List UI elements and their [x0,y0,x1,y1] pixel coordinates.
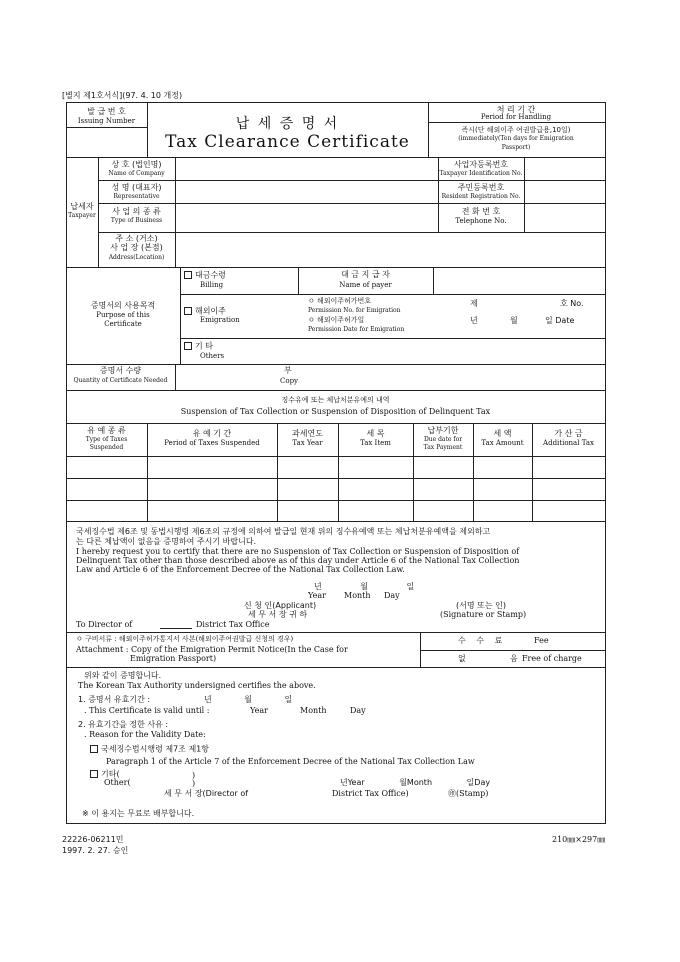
quantity-unit-ko: 부 [284,366,292,375]
attachment-en-2: Emigration Passport) [130,654,217,663]
others-checkbox[interactable] [184,342,192,350]
permit-no-label-en: Permission No. for Emigration [308,307,401,314]
permit-day-date: 일 Date [545,316,575,325]
applicant-label: 신 청 인(Applicant) [244,601,317,610]
tin-label-en: Taxpayer Identification No. [439,170,523,177]
office-label-ko: 세 무 서 장 귀 하 [248,610,308,619]
reason-option-2-checkbox[interactable] [90,770,98,778]
request-en-3: Law and Article 6 of the Enforcement Decree of the National Tax Collection Law. [76,565,405,574]
footer-approval: 1997. 2. 27. 승인 [62,846,129,855]
suspension-title-ko: 징수유예 또는 체납처분유예의 내역 [281,396,390,404]
reason-option-2-en: Other( [104,778,131,787]
signature-label-ko: (서명 또는 인) [456,601,506,610]
reason-option-1[interactable] [90,745,209,754]
col-taxyear-ko: 과세연도 [292,429,323,438]
fee-free-ko-1: 없 [458,654,466,663]
rrn-label-en: Resident Registration No. [441,193,521,200]
footer-size: 210㎜×297㎜ [552,835,606,844]
col-taxitem-en: Tax Item [360,439,391,447]
request-day-en: Day [384,591,400,600]
valid-date-ko: 년 월 일 [204,695,293,704]
col-additional-ko: 가 산 금 [554,429,583,438]
col-amount-ko: 세 액 [493,429,512,438]
col-period-en: Period of Taxes Suspended [164,439,260,447]
col-period-ko: 유 예 기 간 [192,429,232,438]
col-type-en-2: Suspended [89,444,124,451]
cert-line-en: The Korean Tax Authority undersigned certifies the above. [78,681,316,690]
emigration-option[interactable] [184,307,226,316]
permit-je: 제 [470,299,478,308]
attachment-en-1: Attachment : Copy of the Emigration Permit Notice(In the Case for [76,645,348,654]
emigration-checkbox[interactable] [184,307,192,315]
taxpayer-label-ko: 납세자 [70,202,94,211]
rep-label-ko: 성 명 (대표자) [111,183,162,192]
permit-date-label-en: Permission Date for Emigration [308,326,405,333]
request-month-en: Month [344,591,371,600]
billing-label-ko: 대금수령 [195,270,226,280]
col-duedate-ko: 납부기한 [427,426,459,435]
others-label-en: Others [200,352,225,360]
suspension-title-en: Suspension of Tax Collection or Suspension of Disposition of Delinquent Tax [180,407,491,416]
taxpayer-label-en: Taxpayer [68,212,96,219]
reason-close-paren-1: ) [192,771,196,780]
quantity-unit-en: Copy [280,377,299,385]
quantity-field[interactable] [180,367,270,387]
col-type-en-1: Type of Taxes [85,436,128,443]
cert-stamp: ㊞(Stamp) [448,789,489,798]
col-amount-en: Tax Amount [481,439,524,447]
table-row[interactable] [67,501,604,520]
reason-option-1-checkbox[interactable] [90,745,98,753]
cert-line-ko: 위와 같이 증명합니다. [84,671,162,680]
tin-field[interactable] [526,161,602,178]
rrn-field[interactable] [526,184,602,201]
col-taxyear-en: Tax Year [292,439,323,447]
footer-code: 22226-06211민 [62,835,124,844]
signature-label-en: (Signature or Stamp) [440,610,527,619]
issue-no-label-ko: 발 급 번 호 [87,107,126,116]
address-label-ko-1: 주 소 (거소) [115,234,158,243]
reason-close-paren-2: ) [192,779,196,788]
quantity-label-ko: 증명서 수량 [99,366,142,375]
period-note-2: (immediately(Ten days for Emigration [458,135,574,142]
rep-label-en: Representative [113,193,160,200]
tin-label-ko: 사업자등록번호 [453,160,509,169]
title-ko: 납 세 증 명 서 [235,116,340,132]
valid-label-ko: 1. 증명서 유효기간 : [78,695,151,704]
others-option[interactable] [184,342,213,351]
billing-label-en: Billing [200,281,224,289]
reason-option-2-label: 기타( [101,769,120,779]
rrn-label-ko: 주민등록번호 [457,183,505,192]
business-type-field[interactable] [178,207,435,229]
reason-label-ko: 2. 유효기간을 정한 사유 : [78,720,169,729]
valid-year-en: Year [250,706,268,715]
cert-district-office: District Tax Office) [332,789,409,798]
free-notice: ※ 이 용지는 무료로 배부합니다. [82,809,195,818]
district-office-label: District Tax Office [196,620,270,629]
payer-label-ko: 대 금 지 급 자 [341,270,390,279]
permit-year: 년 [470,316,478,325]
request-en-2: Delinquent Tax other than those described above as of this day under Article 6 of the National Tax Collection [76,556,520,565]
tel-field[interactable] [526,207,602,229]
period-note-1: 즉시(단 해외이주 여권발급용,10일) [461,126,571,134]
tel-label-ko: 전 화 번 호 [461,207,501,216]
business-label-ko: 사 업 의 종 류 [112,207,161,216]
valid-month-en: Month [300,706,327,715]
table-row[interactable] [67,479,604,499]
company-label-en: Name of Company [108,170,165,177]
address-field[interactable] [178,236,602,264]
business-label-en: Type of Business [110,217,163,224]
fee-free-ko-2: 음 [510,654,518,663]
director-name-field[interactable] [160,628,192,629]
permit-month: 월 [510,316,518,325]
purpose-label-en-1: Purpose of this [96,311,150,319]
col-additional-en: Additional Tax [543,439,594,447]
others-label-ko: 기 타 [195,341,213,351]
period-note-3: Passport) [501,144,531,151]
reason-label-en: . Reason for the Validity Date: [84,730,206,739]
table-row[interactable] [67,457,604,477]
payer-label-en: Name of payer [339,281,392,289]
cert-sign-date: 년Year 월Month 일Day [340,778,491,787]
emigration-label-ko: 해외이주 [195,306,226,316]
col-duedate-en-2: Tax Payment [423,444,463,451]
fee-label-ko: 수 수 료 [458,636,503,645]
valid-label-en: . This Certificate is valid until : [84,706,210,715]
fee-label-en: Fee [534,636,549,645]
form-code: [별지 제1호서식](97. 4. 10 개정) [62,91,183,100]
request-year-en: Year [308,591,326,600]
billing-option[interactable] [184,271,226,280]
address-label-ko-2: 사 업 장 (본점) [110,243,163,252]
col-duedate-en-1: Due date for [423,436,463,443]
period-label-ko: 처 리 기 간 [496,105,536,114]
emigration-label-en: Emigration [200,316,240,324]
permit-no-label-ko: ㅇ 해외이주허가번호 [308,297,372,305]
col-type-ko: 유 예 종 류 [87,426,126,435]
company-label-ko: 상 호 (법인명) [111,160,162,169]
payer-field[interactable] [436,270,602,292]
request-date-ko: 년 월 일 [314,582,415,591]
attachment-ko: ㅇ 구비서류 : 해외이주허가통지서 사본(해외이주여권발급 신청의 경우) [76,635,294,643]
reason-option-1-label: 국세징수법시행령 제7조 제1항 [101,744,210,754]
company-field[interactable] [178,161,435,178]
purpose-label-en-2: Certificate [104,320,142,328]
address-label-en: Address(Location) [108,254,165,261]
representative-field[interactable] [178,184,435,201]
request-en-1: I hereby request you to certify that there are no Suspension of Tax Collection or Suspension of Disposition of [76,547,520,556]
valid-day-en: Day [350,706,366,715]
reason-option-1-en: Paragraph 1 of the Article 7 of the Enforcement Decree of the National Tax Collection Law [106,757,475,766]
request-ko-2: 는 다른 체납액이 없음을 증명하여 주시기 바랍니다. [76,537,257,546]
title-en: Tax Clearance Certificate [165,132,410,152]
permit-date-label-ko: ㅇ 해외이주허가일 [308,316,365,324]
period-label-en: Period for Handling [480,113,552,121]
cert-director-label: 세 무 서 장(Director of [164,789,249,798]
to-director-label: To Director of [76,620,133,629]
request-ko-1: 국세징수법 제6조 및 동법시행령 제6조의 규정에 의하여 발급일 현재 위의 징수유예액 또는 체납처분유예액을 제외하고 [76,527,491,536]
quantity-label-en: Quantity of Certificate Needed [73,377,168,384]
col-taxitem-ko: 세 목 [366,429,385,438]
permit-ho-no: 호 No. [560,299,584,308]
purpose-label-ko: 증명서의 사용목적 [90,301,156,310]
issue-no-label-en: Issuing Number [77,117,136,125]
fee-free-en: Free of charge [522,654,582,663]
billing-checkbox[interactable] [184,271,192,279]
tel-label-en: Telephone No. [455,217,507,225]
